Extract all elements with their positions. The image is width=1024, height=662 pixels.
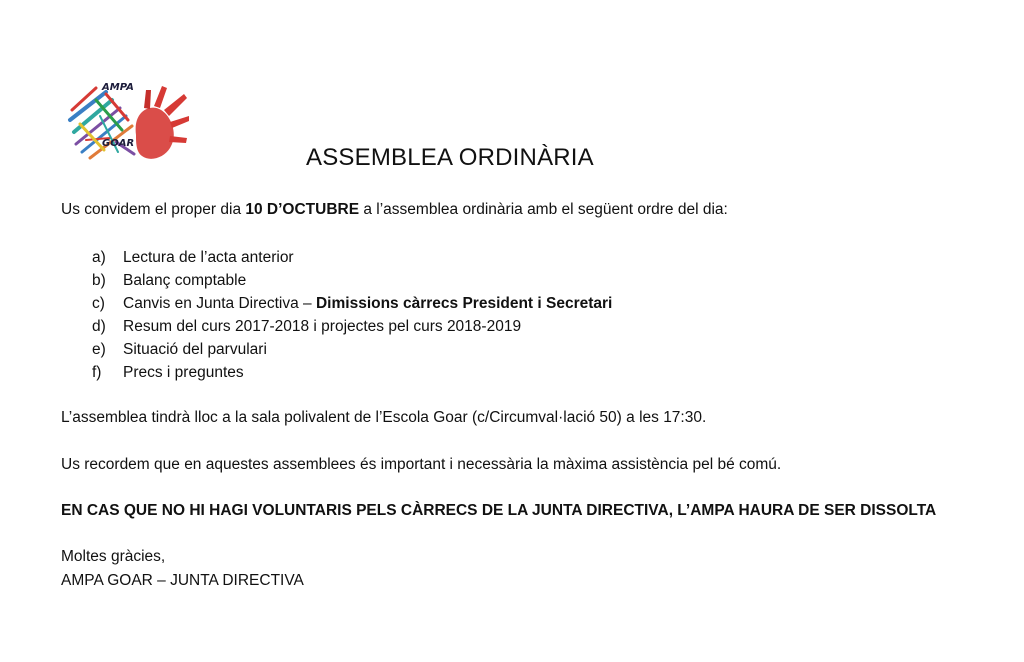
agenda-item-text: Lectura de l’acta anterior: [123, 249, 294, 266]
agenda-list: [92, 246, 612, 384]
agenda-item: [92, 292, 612, 315]
agenda-item-letter: b): [92, 272, 106, 289]
agenda-item-letter: c): [92, 295, 105, 312]
intro-before: Us convidem el proper dia: [61, 201, 246, 218]
agenda-item: [92, 315, 612, 338]
agenda-item-text: Balanç comptable: [123, 272, 247, 289]
signature-line: AMPA GOAR – JUNTA DIRECTIVA: [61, 572, 304, 589]
agenda-item-letter: a): [92, 249, 106, 266]
meeting-date: 10 D’OCTUBRE: [245, 201, 360, 218]
agenda-item-letter: f): [92, 364, 102, 381]
intro-after: a l’assemblea ordinària amb el següent ordre del dia:: [359, 201, 728, 218]
agenda-item: [92, 361, 612, 384]
warning-paragraph: EN CAS QUE NO HI HAGI VOLUNTARIS PELS CÀRRECS DE LA JUNTA DIRECTIVA, L’AMPA HAURA DE SER DISSOLTA: [61, 502, 937, 519]
agenda-item-letter: e): [92, 341, 106, 358]
reminder-paragraph: Us recordem que en aquestes assemblees és important i necessària la màxima assistència pel bé comú.: [61, 456, 782, 473]
location-paragraph: L’assemblea tindrà lloc a la sala polivalent de l’Escola Goar (c/Circumval·lació 50) a les 17:30.: [61, 409, 707, 426]
agenda-item-text: Precs i preguntes: [123, 364, 244, 381]
intro-paragraph: [61, 201, 728, 219]
red-handprint: [136, 86, 189, 159]
document-title: ASSEMBLEA ORDINÀRIA: [306, 144, 594, 171]
agenda-item-text: Canvis en Junta Directiva –: [123, 295, 316, 312]
agenda-item: [92, 246, 612, 269]
agenda-item-letter: d): [92, 318, 106, 335]
closing-line: Moltes gràcies,: [61, 548, 166, 565]
agenda-item: [92, 338, 612, 361]
agenda-item-bold-text: Dimissions càrrecs President i Secretari: [315, 295, 613, 312]
agenda-item: [92, 269, 612, 292]
ampa-goar-logo: [66, 80, 190, 166]
agenda-item-text: Resum del curs 2017-2018 i projectes pel curs 2018-2019: [123, 318, 522, 335]
agenda-item-text: Situació del parvulari: [123, 341, 267, 358]
logo-text-goar: GOAR: [102, 138, 135, 149]
logo-text-ampa: AMPA: [102, 82, 134, 93]
